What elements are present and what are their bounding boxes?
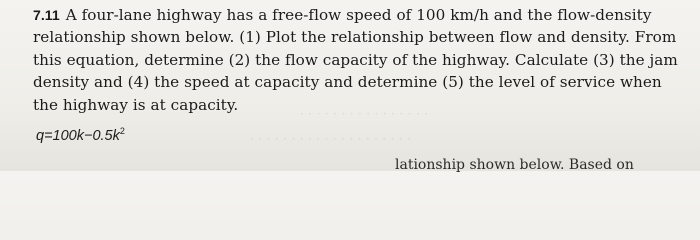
equation-rhs: =100k−0.5k: [44, 128, 120, 144]
show-through-text: · · · · · · · · · · · · · · · · · · · ·: [250, 132, 412, 147]
equation-exponent: 2: [119, 126, 125, 136]
flow-density-equation: [36, 126, 125, 144]
equation-lhs: q: [36, 128, 45, 144]
problem-number: 7.11: [33, 7, 60, 23]
show-through-text: · · · · · · · · · · · · · · · ·: [300, 107, 429, 122]
next-page-fragment: lationship shown below. Based on: [395, 157, 634, 173]
problem-7-11: [33, 4, 683, 116]
problem-statement: A four-lane highway has a free-flow speed of 100 km/h and the flow-density relationship shown below. (1) Plot the relationship between flow and density. From this equation, determine (2) the flow capacity of the highway. Calculate (3) the jam density and (4) the speed at capacity and determine (5) the level of service when the highway is at capacity.: [33, 6, 678, 114]
